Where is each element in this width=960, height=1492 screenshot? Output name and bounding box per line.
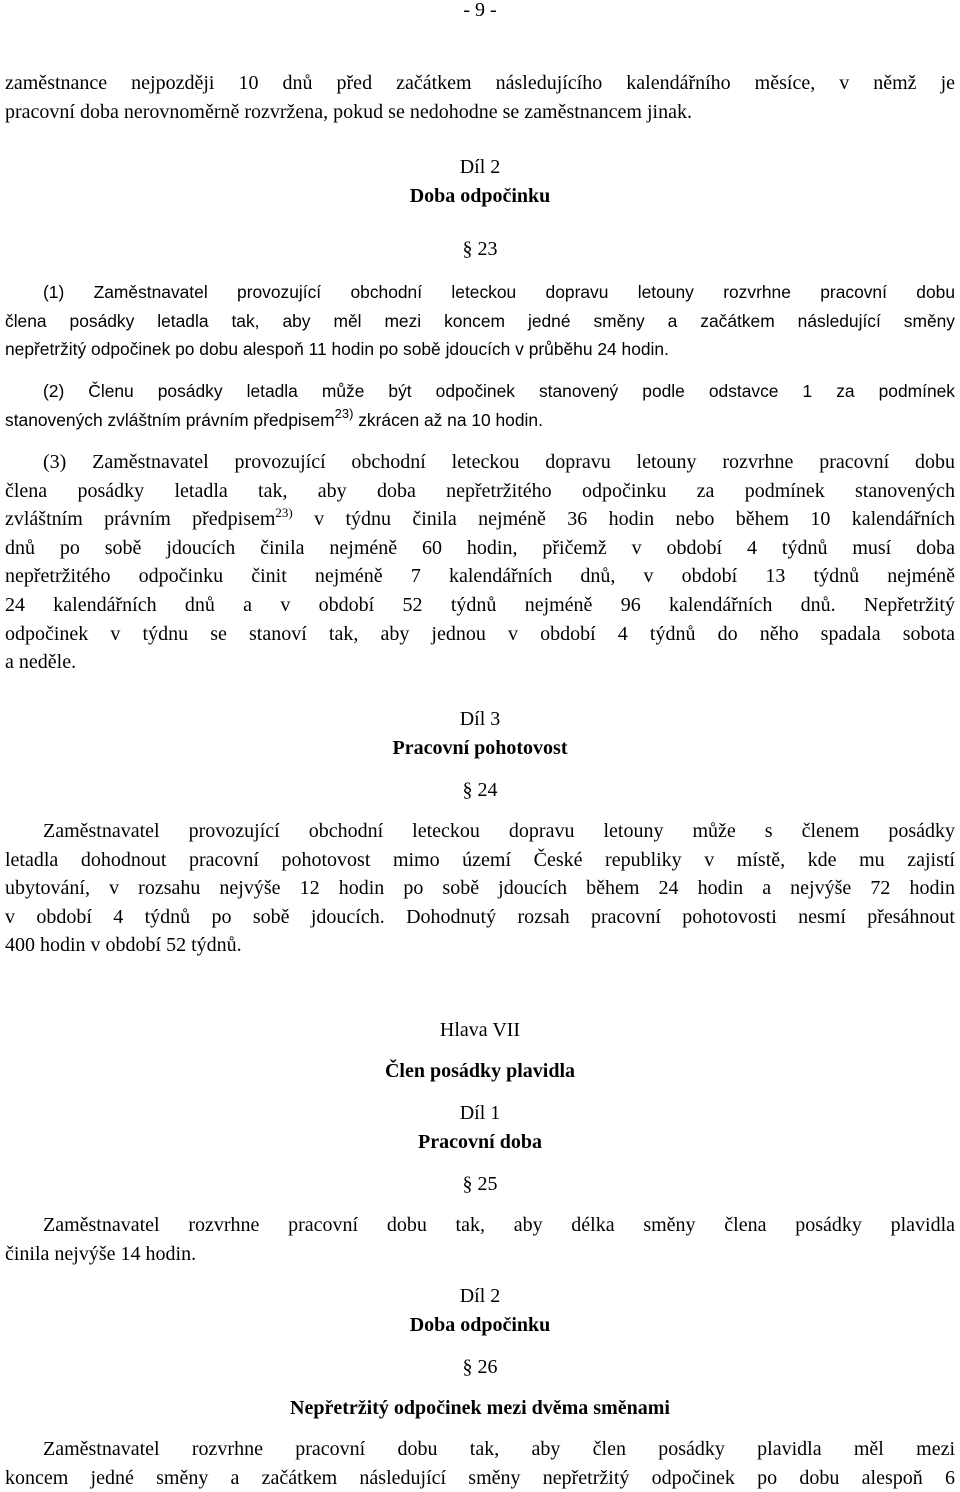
text-line: 400 hodin v období 52 týdnů. [5, 934, 242, 957]
text-line: letadla dohodnout pracovní pohotovost mimo území České republiky v místě, kde mu zajistí [5, 848, 955, 871]
part-title: Doba odpočinku [409, 185, 551, 207]
text-line: zaměstnance nejpozději 10 dnů před začátkem následujícího kalendářního měsíce, v němž je [5, 72, 955, 94]
part-label: Díl 2 [459, 156, 501, 178]
text-line: (1) Zaměstnavatel provozující obchodní leteckou dopravu letouny rozvrhne pracovní dobu [43, 282, 955, 302]
part-label: Díl 1 [459, 1102, 501, 1124]
head-title: Člen posádky plavidla [384, 1060, 576, 1082]
text-fragment: zvláštním právním předpisem [5, 508, 276, 531]
text-line: (2) Členu posádky letadla může být odpočinek stanovený podle odstavce 1 za podmínek [43, 381, 955, 401]
text-line: dnů po sobě jdoucích činila nejméně 60 hodin, přičemž v období 4 týdnů musí doba [5, 536, 955, 559]
text-fragment: v týdnu činila nejméně 36 hodin nebo během 10 kalendářních [292, 508, 955, 531]
text-line: a neděle. [5, 651, 77, 674]
text-fragment: stanovených zvláštním právním předpisem [5, 409, 335, 430]
part-label: Díl 3 [459, 708, 501, 730]
part-title: Doba odpočinku [409, 1314, 551, 1336]
section-number: § 25 [462, 1173, 498, 1195]
section-subtitle: Nepřetržitý odpočinek mezi dvěma směnami [290, 1397, 670, 1419]
part-label: Díl 2 [459, 1285, 501, 1307]
paragraph-25 [5, 1211, 955, 1268]
text-line: (3) Zaměstnavatel provozující obchodní leteckou dopravu letouny rozvrhne pracovní dobu [43, 451, 955, 473]
text-line: pracovní doba nerovnoměrně rozvržena, pokud se nedohodne se zaměstnancem jinak. [5, 100, 692, 123]
text-line: nepřetržitého odpočinku činit nejméně 7 kalendářních dnů, v období 13 týdnů nejméně [5, 565, 955, 588]
text-line: koncem jedné směny a začátkem následující směny nepřetržitý odpočinek po dobu alespoň 6 [5, 1466, 955, 1489]
text-line: Zaměstnavatel rozvrhne pracovní dobu tak, aby člen posádky plavidla měl mezi [43, 1438, 955, 1460]
text-line: v období 4 týdnů po sobě jdoucích. Dohodnutý rozsah pracovní pohotovosti nesmí přesáhnout [5, 905, 955, 928]
top-paragraph [5, 69, 955, 126]
section-number: § 26 [462, 1356, 498, 1378]
text-line: 24 kalendářních dnů a v období 52 týdnů nejméně 96 kalendářních dnů. Nepřetržitý [5, 593, 955, 616]
paragraph-23-3 [5, 448, 955, 677]
text-line: činila nejvýše 14 hodin. [5, 1242, 197, 1265]
text-line: člena posádky letadla tak, aby doba nepřetržitého odpočinku za podmínek stanovených [5, 479, 955, 502]
paragraph-26 [5, 1435, 955, 1492]
text-line: člena posádky letadla tak, aby měl mezi koncem jedné směny a začátkem následující směny [5, 310, 955, 331]
text-line: odpočinek v týdnu se stanoví tak, aby jednou v období 4 týdnů do něho spadala sobota [5, 622, 955, 645]
page-number: - 9 - [463, 0, 497, 21]
text-line [5, 406, 955, 435]
part-title: Pracovní doba [418, 1131, 542, 1153]
paragraph-24 [5, 817, 955, 960]
section-number: § 23 [462, 238, 498, 260]
head-label: Hlava VII [439, 1019, 521, 1041]
text-line: ubytování, v rozsahu nejvýše 12 hodin po sobě jdoucích během 24 hodin a nejvýše 72 hodin [5, 877, 955, 900]
paragraph-23-2 [5, 377, 955, 434]
section-number: § 24 [462, 779, 498, 801]
paragraph-23-1 [5, 278, 955, 364]
text-fragment: zkrácen až na 10 hodin. [353, 409, 543, 430]
text-line: Zaměstnavatel rozvrhne pracovní dobu tak, aby délka směny člena posádky plavidla [43, 1214, 955, 1236]
text-line: Zaměstnavatel provozující obchodní leteckou dopravu letouny může s členem posádky [43, 820, 955, 842]
part-title: Pracovní pohotovost [392, 737, 568, 759]
text-line: nepřetržitý odpočinek po dobu alespoň 11 hodin po sobě jdoucích v průběhu 24 hodin. [5, 339, 669, 360]
footnote-ref: 23) [275, 505, 293, 521]
text-line [5, 505, 955, 534]
footnote-ref: 23) [334, 405, 354, 421]
